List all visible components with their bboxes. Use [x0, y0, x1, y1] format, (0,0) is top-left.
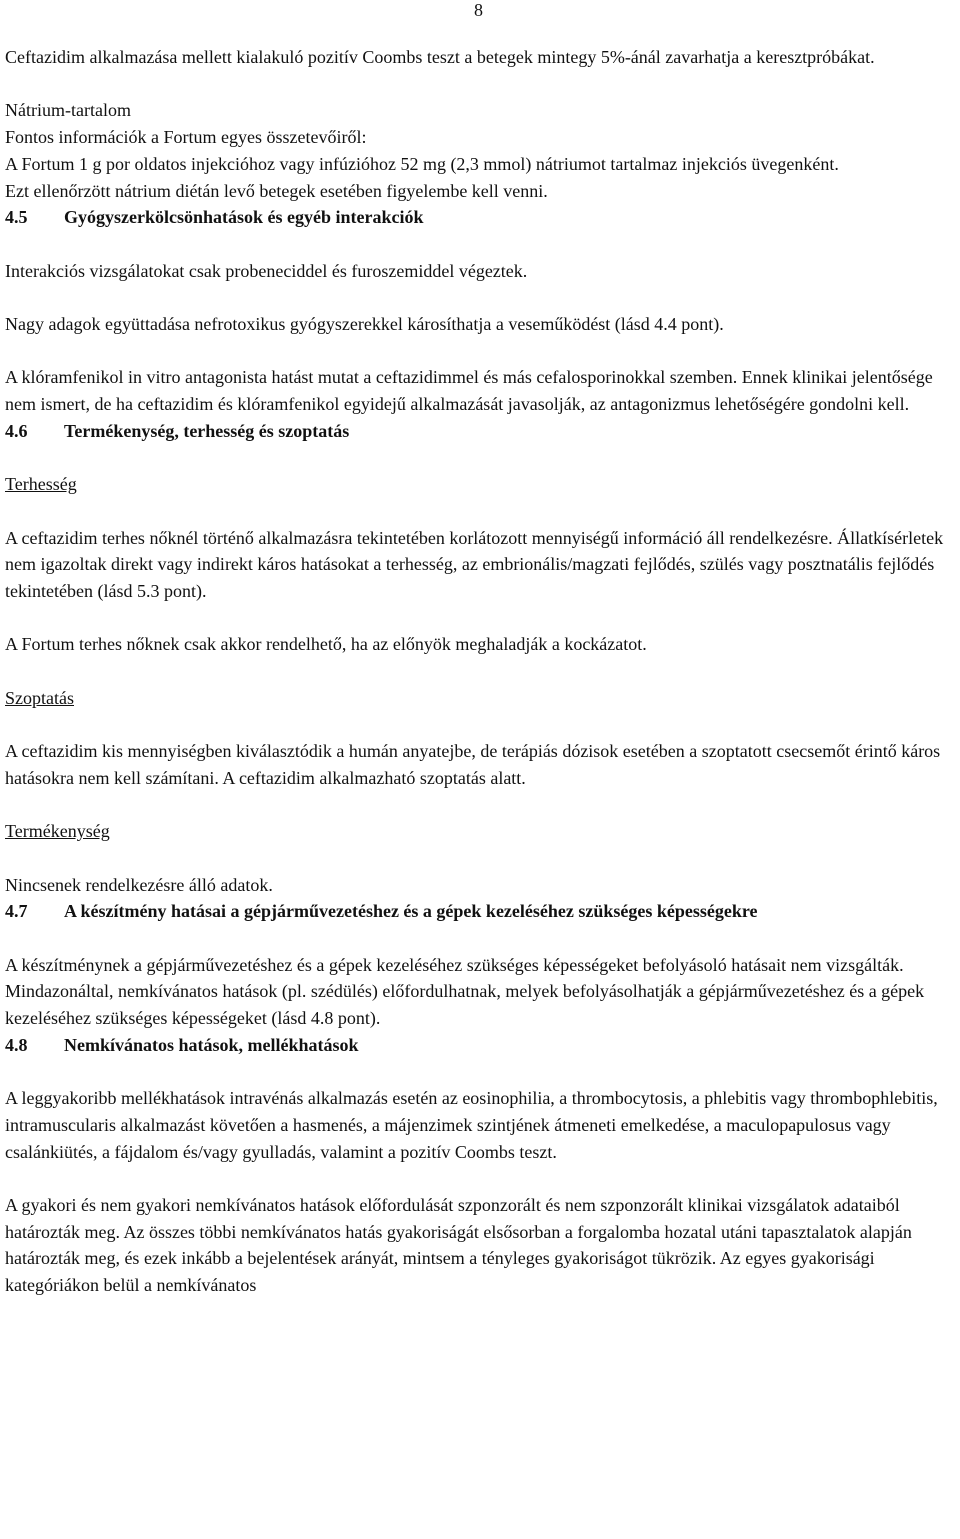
lactation-paragraph: A ceftazidim kis mennyiségben kiválasztódik a humán anyatejbe, de terápiás dózisok esetében a szoptatott csecsemőt érintő káros hatásokra nem kell számítani. A ceftazidim alkalmazható szoptatás alatt.	[5, 741, 941, 788]
sodium-line-2: A Fortum 1 g por oldatos injekcióhoz vagy infúzióhoz 52 mg (2,3 mmol) nátriumot tartalmaz injekciós üvegenként.	[5, 153, 839, 174]
section-title: Gyógyszerkölcsönhatások és egyéb interakciók	[64, 207, 424, 228]
section-4-7-heading	[5, 898, 960, 925]
section-number: 4.5	[5, 207, 28, 228]
section-number: 4.7	[5, 901, 28, 922]
section-4-6-heading	[5, 418, 960, 445]
section-4-5-heading	[5, 204, 960, 231]
lactation-subheading: Szoptatás	[5, 687, 74, 708]
interactions-paragraph-3: A klóramfenikol in vitro antagonista hatást mutat a ceftazidimmel és más cefalosporinokkal szemben. Ennek klinikai jelentősége nem ismert, de ha ceftazidim és klóramfenikol egyidejű alkalmazását javasolják, az antagonizmus lehetőségére gondolni kell.	[5, 367, 933, 415]
interactions-paragraph-2: Nagy adagok együttadása nefrotoxikus gyógyszerekkel károsíthatja a veseműködést (lásd 4.4 pont).	[5, 313, 724, 334]
pregnancy-subheading: Terhesség	[5, 474, 77, 495]
driving-paragraph: A készítménynek a gépjárművezetéshez és a gépek kezeléséhez szükséges képességeket befolyásoló hatásait nem vizsgálták. Mindazonáltal, nemkívánatos hatások (pl. szédülés) előfordulhatnak, melyek befolyásolhatják a gépjárművezetéshez és a gépek kezeléséhez szükséges képességeket (lásd 4.8 pont).	[5, 954, 925, 1029]
section-4-8-heading	[5, 1032, 960, 1059]
section-title: Nemkívánatos hatások, mellékhatások	[64, 1034, 359, 1055]
fertility-paragraph: Nincsenek rendelkezésre álló adatok.	[5, 874, 273, 895]
page-number: 8	[474, 0, 483, 20]
coombs-paragraph: Ceftazidim alkalmazása mellett kialakuló pozitív Coombs teszt a betegek mintegy 5%-ánál zavarhatja a keresztpróbákat.	[5, 47, 875, 67]
section-title: Termékenység, terhesség és szoptatás	[64, 420, 350, 441]
sodium-line-1: Fontos információk a Fortum egyes összetevőiről:	[5, 127, 367, 148]
document-body	[5, 44, 960, 1299]
pregnancy-paragraph-1: A ceftazidim terhes nőknél történő alkalmazásra tekintetében korlátozott mennyiségű információ áll rendelkezésre. Állatkísérletek nem igazoltak direkt vagy indirekt káros hatásokat a terhesség, az embrionális/magzati fejlődés, szülés vagy posztnatális fejlődés tekintetében (lásd 5.3 pont).	[5, 527, 944, 601]
sodium-line-3: Ezt ellenőrzött nátrium diétán levő betegek esetében figyelembe kell venni.	[5, 180, 548, 201]
section-title: A készítmény hatásai a gépjárművezetéshez és a gépek kezeléséhez szükséges képességekre	[64, 901, 758, 922]
adverse-effects-paragraph-1: A leggyakoribb mellékhatások intravénás alkalmazás esetén az eosinophilia, a thrombocytosis, a phlebitis vagy thrombophlebitis, intramuscularis alkalmazást követően a hasmenés, a májenzimek szintjének átmeneti emelkedése, a maculopapulosus vagy csalánkiütés, a fájdalom és/vagy gyulladás, valamint a pozitív Coombs teszt.	[5, 1088, 938, 1162]
sodium-title: Nátrium-tartalom	[5, 100, 131, 121]
section-number: 4.8	[5, 1034, 28, 1055]
adverse-effects-paragraph-2: A gyakori és nem gyakori nemkívánatos hatások előfordulását szponzorált és nem szponzorált klinikai vizsgálatok adataiból határozták meg. Az összes többi nemkívánatos hatás gyakoriságát elsősorban a forgalomba hozatal utáni tapasztalatok alapján határozták meg, és ezek inkább a bejelentések arányát, mintsem a tényleges gyakoriságot tükrözik. Az egyes gyakorisági kategóriákon belül a nemkívánatos	[5, 1195, 912, 1296]
pregnancy-paragraph-2: A Fortum terhes nőknek csak akkor rendelhető, ha az előnyök meghaladják a kockázatot.	[5, 634, 647, 655]
section-number: 4.6	[5, 420, 28, 441]
interactions-paragraph-1: Interakciós vizsgálatokat csak probeneciddel és furoszemiddel végeztek.	[5, 260, 528, 281]
fertility-subheading: Termékenység	[5, 821, 110, 842]
sodium-content-block	[5, 97, 960, 204]
